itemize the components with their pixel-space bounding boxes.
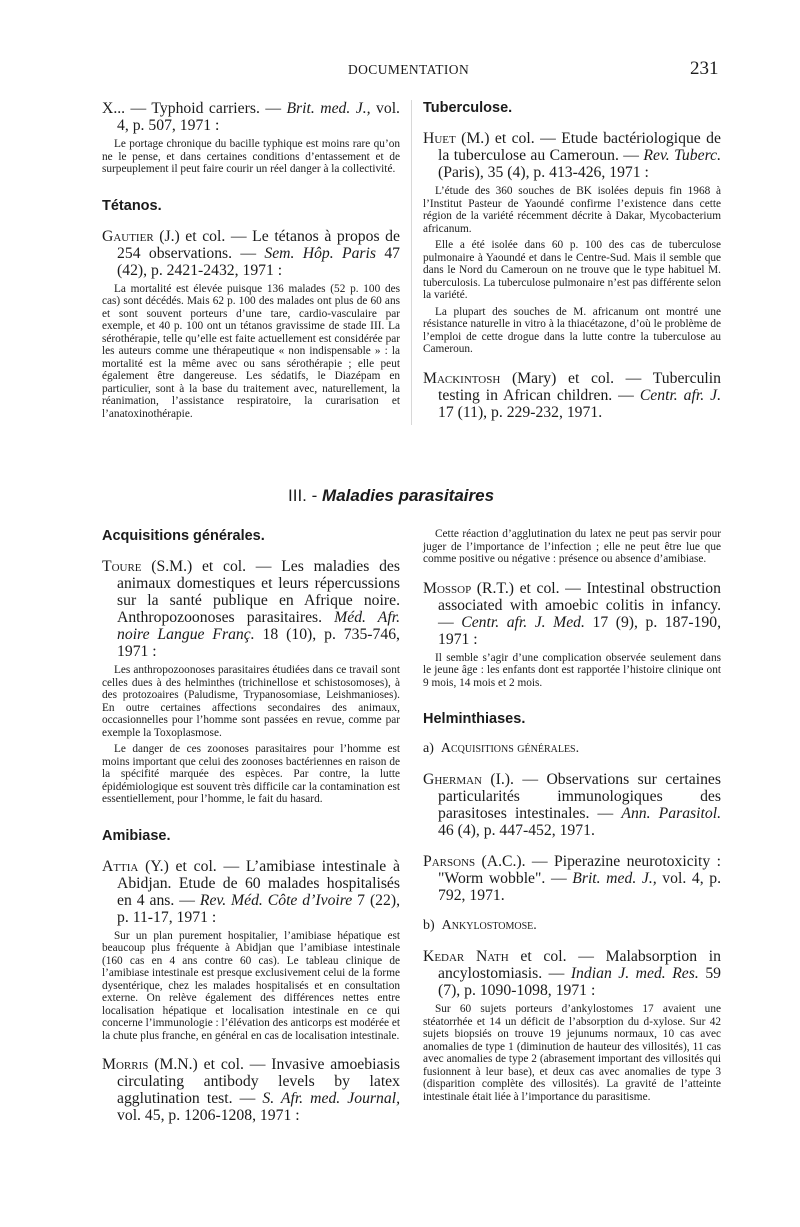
reference-journal: Ann. Parasitol. bbox=[621, 805, 722, 822]
reference-entry bbox=[102, 1056, 400, 1124]
abstract-paragraph: Sur un plan purement hospitalier, l’amibiase hépatique est beaucoup plus fréquente à Abidjan que l’amibiase intestinale (160 cas en 4 ans contre 60 cas). Le tableau clinique de l’amibiase intestinale est presque exclusivement celui de la forme dysentérique, chez les malades hospitalisés et en consultation externe. On relève également des différences nettes entre localisation hépatique et localisation intestinale en ce qui concerne l’immunologie : l’élévation des anticorps est modérée et la chute plus franche, en général en cas de localisation intestinale. bbox=[102, 929, 401, 1042]
subsection-heading bbox=[423, 741, 721, 757]
abstract-paragraph: Sur 60 sujets porteurs d’ankylostomes 17 avaient une stéatorrhée et 14 un déficit de l’absorption du d-xylose. Sur 42 sujets biopsiés on trouve 19 jejunums normaux, 10 cas avec anomalies de type 1 (diminution de hauteur des villosités), 11 cas avec anomalies de type 2 (abrasement important des villosités qui fusionnent à leur base), et deux cas avec anomalies de type 3 (disparition complète des villosités). La gravité de l’atteinte intestinale était liée à l’importance du parasitisme. bbox=[423, 1003, 721, 1103]
section-heading: Amibiase. bbox=[102, 827, 171, 844]
top-left-column bbox=[102, 100, 400, 420]
part-dash: - bbox=[311, 486, 318, 505]
abstract-paragraph: L’étude des 360 souches de BK isolées depuis fin 1968 à l’Institut Pasteur de Yaoundé confirme l’existence dans cette région de la variété récemment décrite à Dakar, Mycobacterium africanum. bbox=[423, 185, 721, 235]
reference-author: Morris bbox=[102, 1056, 149, 1073]
subsection-heading bbox=[423, 918, 721, 934]
reference-journal: Rev. Méd. Côte d’Ivoire bbox=[199, 891, 353, 909]
reference-author: X... bbox=[102, 100, 126, 117]
reference-title: (Mary) et col. — Tuberculin testing in African children. — bbox=[438, 369, 721, 404]
bottom-left-column bbox=[102, 528, 400, 1124]
section-heading: Tuberculose. bbox=[423, 100, 513, 116]
reference-title: (Y.) et col. — L’amibiase intestinale à Abidjan. Etude de 60 malades hospitalisés en 4 ans. — bbox=[117, 857, 400, 909]
top-right-column bbox=[423, 100, 721, 421]
reference-author: Toure bbox=[102, 558, 142, 575]
reference-author: Mackintosh bbox=[423, 369, 501, 387]
reference-details: vol. 4, p. 792, 1971. bbox=[438, 870, 721, 904]
reference-details: 17 (9), p. 187-190, 1971 : bbox=[438, 613, 721, 648]
reference-author: Attia bbox=[102, 857, 139, 875]
reference-details: 7 (22), p. 11-17, 1971 : bbox=[117, 891, 401, 926]
reference-details: 18 (10), p. 735-746, 1971 : bbox=[117, 626, 400, 660]
abstract-paragraph: Il semble s’agir d’une complication observée seulement dans le jeune âge : les enfants dont est rapportée l’histoire clinique ont 9 mois, 14 mois et 2 mois. bbox=[423, 651, 721, 689]
subsection-prefix: a) bbox=[423, 741, 434, 756]
reference-journal: S. Afr. med. Journal, bbox=[262, 1090, 400, 1107]
subsection-label: Ankylostomose. bbox=[441, 918, 537, 933]
reference-author: Huet bbox=[423, 130, 456, 147]
reference-journal: Sem. Hôp. Paris bbox=[264, 244, 376, 262]
abstract-paragraph: Les anthropozoonoses parasitaires étudiées dans ce travail sont celles dues à des helminthes (trichinellose et schistosomoses), à des protozoaires (Paludisme, Trypanosomiase, Leishmanioses). En outre certaines affections secondaires des animaux, occasionnelles pour l’homme sont passées en revue, comme par exemple la Toxoplasmose. bbox=[102, 664, 400, 739]
abstract-paragraph: La mortalité est élevée puisque 136 malades (52 p. 100 des cas) sont décédés. Mais 62 p. 100 des malades ont plus de 60 ans et sont souvent porteurs d’une tare, cardio-vasculaire par exemple, et 40 p. 100 ont un tétanos gravissime de stade III. La sérothérapie, telle qu’elle est faite actuellement est considérée par les auteurs comme une thérapeutique « non indispensable » : la mortalité est la même avec ou sans sérothérapie ; elle peut également être dangereuse. Les sédatifs, le Diazépam en particulier, sont à la base du traitement avec, naturellement, la réanimation, l’assistance respiratoire, la curarisation et l’anatoxinothérapie. bbox=[102, 282, 400, 420]
reference-details: vol. 4, p. 507, 1971 : bbox=[117, 100, 400, 134]
reference-entry bbox=[423, 580, 721, 648]
reference-author: Parsons bbox=[423, 853, 476, 870]
reference-title: et col. — Malabsorption in ancylostomiasis. — bbox=[438, 948, 722, 982]
abstract-paragraph: La plupart des souches de M. africanum ont montré une résistance naturelle in vitro à la thiacétazone, d’où le problème de l’emploi de cette drogue dans la lutte contre la tuberculose au Cameroun. bbox=[423, 305, 721, 355]
reference-author: Gherman bbox=[423, 771, 482, 788]
abstract-paragraph: Cette réaction d’agglutination du latex ne peut pas servir pour juger de l’importance de l’infection ; elle ne peut être lue que comme positive ou négative : présence ou absence d’amibiase. bbox=[423, 528, 721, 565]
reference-author: Gautier bbox=[102, 227, 154, 245]
reference-entry bbox=[423, 948, 721, 999]
reference-entry bbox=[423, 771, 721, 839]
reference-journal: Centr. afr. J. Med. bbox=[461, 613, 585, 631]
running-title: DOCUMENTATION bbox=[348, 62, 470, 77]
reference-details: 17 (11), p. 229-232, 1971. bbox=[438, 403, 603, 421]
reference-journal: Brit. med. J., bbox=[572, 870, 657, 887]
reference-details: 46 (4), p. 447-452, 1971. bbox=[438, 822, 595, 839]
reference-entry bbox=[102, 100, 400, 134]
reference-entry bbox=[102, 558, 400, 660]
reference-title: (S.M.) et col. — Les maladies des animaux domestiques et leurs répercussions sur la santé publique en Afrique noire. Anthropozoonoses parasitaires. bbox=[117, 558, 400, 626]
reference-details: vol. 45, p. 1206-1208, 1971 : bbox=[117, 1107, 300, 1124]
subsection-label: Acquisitions générales. bbox=[440, 741, 580, 756]
bottom-right-column bbox=[423, 528, 721, 1103]
reference-title: (I.). — Observations sur certaines particularités immunologiques des parasitoses intestinales. — bbox=[438, 771, 721, 822]
reference-journal: Indian J. med. Res. bbox=[570, 965, 699, 982]
reference-journal: Brit. med. J., bbox=[286, 100, 371, 117]
part-heading bbox=[288, 486, 494, 506]
abstract-paragraph: Le portage chronique du bacille typhique est moins rare qu’on ne le pense, et dans certaines conditions d’entassement et de surpeuplement il peut faire courir un réel danger à la collectivité. bbox=[102, 138, 400, 175]
section-heading: Tétanos. bbox=[102, 197, 162, 214]
reference-title: (J.) et col. — Le tétanos à propos de 254 observations. — bbox=[117, 227, 400, 262]
column-divider bbox=[411, 100, 412, 425]
reference-entry bbox=[423, 130, 721, 181]
part-numeral: III. bbox=[288, 486, 307, 505]
reference-entry bbox=[102, 228, 400, 279]
section-heading: Acquisitions générales. bbox=[102, 528, 265, 544]
reference-title: (A.C.). — Piperazine neurotoxicity : "Worm wobble". — bbox=[438, 853, 721, 887]
reference-journal: Méd. Afr. noire Langue Franç. bbox=[117, 609, 400, 643]
part-title: Maladies parasitaires bbox=[322, 486, 495, 505]
reference-details: 47 (42), p. 2421-2432, 1971 : bbox=[117, 244, 400, 279]
reference-title: (M.N.) et col. — Invasive amoebiasis circulating antibody levels by latex agglutination test. — bbox=[117, 1056, 400, 1107]
reference-details: (Paris), 35 (4), p. 413-426, 1971 : bbox=[438, 164, 649, 181]
reference-title: — Typhoid carriers. — bbox=[125, 100, 287, 117]
section-heading: Helminthiases. bbox=[423, 711, 526, 727]
reference-entry bbox=[102, 858, 400, 926]
abstract-paragraph: Elle a été isolée dans 60 p. 100 des cas de tuberculose pulmonaire à Yaoundé et dans le Centre-Sud. Mais il semble que dans le Nord du Cameroun on ne trouve que le type habituel M. tuberculosis. La tuberculose pulmonaire n’est pas différente selon la variété. bbox=[423, 239, 721, 301]
abstract-paragraph: Le danger de ces zoonoses parasitaires pour l’homme est moins important que celui des zoonoses bactériennes en raison de la spécifité marquée des espèces. Par contre, la lutte épidémiologique est souvent très difficile car la contamination est essentiellement, pour l’homme, le fait du hasard. bbox=[102, 743, 400, 805]
reference-entry bbox=[423, 370, 721, 421]
reference-entry bbox=[423, 853, 721, 904]
reference-title: (M.) et col. — Etude bactériologique de la tuberculose au Cameroun. — bbox=[438, 130, 721, 164]
reference-author: Mossop bbox=[423, 579, 472, 597]
reference-details: 59 (7), p. 1090-1098, 1971 : bbox=[438, 965, 721, 999]
reference-author: Kedar Nath bbox=[423, 948, 509, 965]
page-number: 231 bbox=[690, 58, 719, 79]
subsection-prefix: b) bbox=[423, 918, 435, 933]
reference-journal: Rev. Tuberc. bbox=[643, 147, 721, 164]
reference-journal: Centr. afr. J. bbox=[639, 386, 721, 404]
reference-title: (R.T.) et col. — Intestinal obstruction associated with amoebic colitis in infancy. — bbox=[438, 579, 721, 631]
